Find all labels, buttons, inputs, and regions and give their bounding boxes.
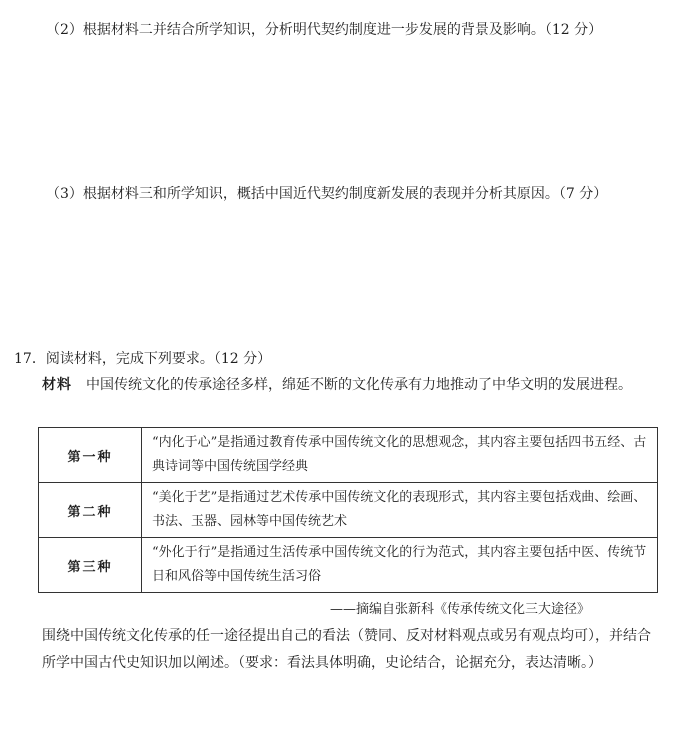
- row-label: 第三种: [39, 538, 142, 593]
- question-2: （2）根据材料二并结合所学知识，分析明代契约制度进一步发展的背景及影响。（12 分）: [46, 22, 603, 38]
- row-label: 第二种: [39, 483, 142, 538]
- material-label: 材料: [42, 377, 72, 393]
- material-paragraph: [14, 372, 664, 398]
- row-description: “美化于艺”是指通过艺术传承中国传统文化的表现形式，其内容主要包括戏曲、绘画、书法、玉器、园林等中国传统艺术: [142, 483, 658, 538]
- question-3: （3）根据材料三和所学知识，概括中国近代契约制度新发展的表现并分析其原因。（7 分）: [46, 186, 608, 202]
- source-citation: ——摘编自张新科《传承传统文化三大途径》: [330, 602, 591, 617]
- task-instructions: [14, 623, 664, 677]
- row-description: “内化于心”是指通过教育传承中国传统文化的思想观念，其内容主要包括四书五经、古典诗词等中国传统国学经典: [142, 428, 658, 483]
- row-description: “外化于行”是指通过生活传承中国传统文化的行为范式，其内容主要包括中医、传统节日和风俗等中国传统生活习俗: [142, 538, 658, 593]
- table-row: [39, 428, 658, 483]
- material-text: 中国传统文化的传承途径多样，绵延不断的文化传承有力地推动了中华文明的发展进程。: [86, 377, 632, 393]
- transmission-table: [38, 427, 658, 593]
- question-17-title: 17．阅读材料，完成下列要求。（12 分）: [14, 351, 272, 367]
- table-row: [39, 483, 658, 538]
- row-label: 第一种: [39, 428, 142, 483]
- table-row: [39, 538, 658, 593]
- task-text: 围绕中国传统文化传承的任一途径提出自己的看法（赞同、反对材料观点或另有观点均可），并结合所学中国古代史知识加以阐述。（要求：看法具体明确，史论结合，论据充分，表达清晰。）: [42, 628, 651, 671]
